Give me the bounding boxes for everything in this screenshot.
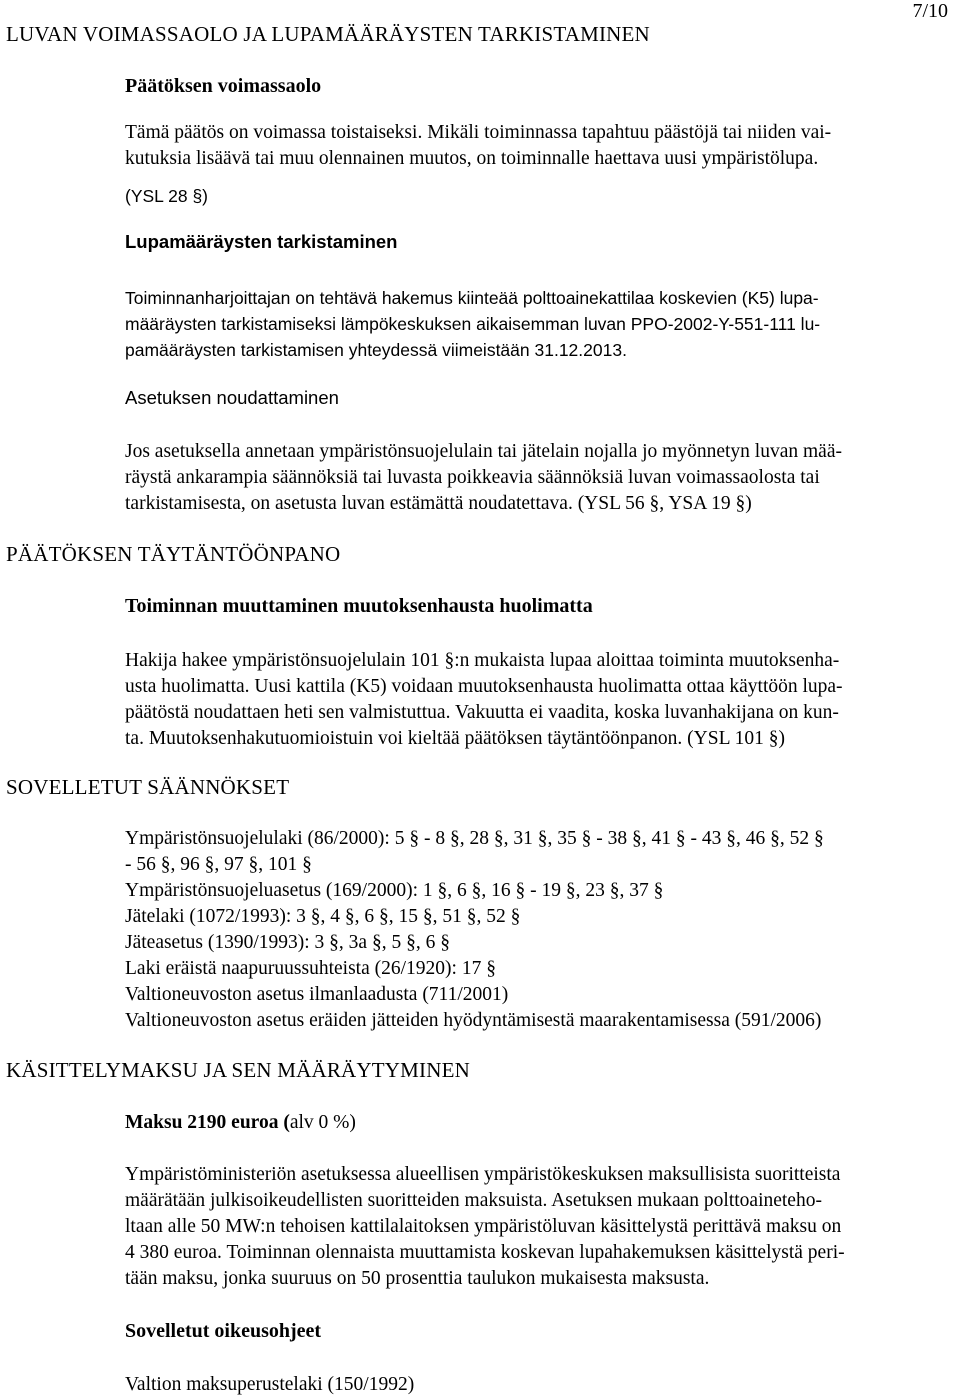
section-title-validity: LUVAN VOIMASSAOLO JA LUPAMÄÄRÄYSTEN TARKISTAMINEN [6,22,650,46]
paragraph-line: kutuksia lisäävä tai muu olennainen muutos, on toiminnalle haettava uusi ympäristölupa. [125,148,819,169]
paragraph-line: määrätään julkisoikeudellisten suoritteiden maksuista. Asetuksen mukaan polttoaineteho- [125,1190,822,1211]
regulation-line: - 56 §, 96 §, 97 §, 101 § [125,854,312,875]
paragraph-line: usta huolimatta. Uusi kattila (K5) voidaan muutoksenhausta huolimatta ottaa käyttöön lupa- [125,676,843,697]
fee-amount [125,1110,356,1136]
page-number: 7/10 [912,0,948,22]
regulation-line: Valtioneuvoston asetus ilmanlaadusta (711/2001) [125,984,509,1005]
paragraph-line: tään maksu, jonka suuruus on 50 prosenttia taulukon mukaisesta maksusta. [125,1268,710,1289]
legal-guidance-line: Valtion maksuperustelaki (150/1992) [125,1374,415,1395]
paragraph-line: 4 380 euroa. Toiminnan olennaista muuttamista koskevan lupahakemuksen käsittelystä peri- [125,1242,845,1263]
regulation-line: Jäteasetus (1390/1993): 3 §, 3a §, 5 §, 6 § [125,932,450,953]
regulation-line: Jätelaki (1072/1993): 3 §, 4 §, 6 §, 15 §, 51 §, 52 § [125,906,521,927]
paragraph-line: ltaan alle 50 MW:n tehoisen kattilalaitoksen ympäristöluvan käsittelystä perittävä maksu on [125,1216,842,1237]
paragraph-line: määräysten tarkistamiseksi lämpökeskuksen aikaisemman luvan PPO-2002-Y-551-111 lu- [125,314,821,334]
section-title-fee: KÄSITTELYMAKSU JA SEN MÄÄRÄYTYMINEN [6,1058,470,1082]
paragraph-line: pamääräysten tarkistamisen yhteydessä viimeistään 31.12.2013. [125,340,627,360]
paragraph-line: päätöstä noudattaen heti sen valmistuttua. Vakuutta ei vaadita, koska luvanhakijana on kun- [125,702,839,723]
fee-amount-bold: Maksu 2190 euroa ( [125,1112,290,1133]
paragraph-line: tarkistamisesta, on asetusta luvan estämättä noudatettava. (YSL 56 §, YSA 19 §) [125,493,752,514]
section-title-applied: SOVELLETUT SÄÄNNÖKSET [6,775,290,799]
paragraph-line: räystä ankarampia säännöksiä tai luvasta poikkeavia säännöksiä luvan voimassaolosta tai [125,467,820,488]
heading-regulation-compliance: Asetuksen noudattaminen [125,387,339,408]
paragraph-line: Hakija hakee ympäristönsuojelulain 101 §:n mukaista lupaa aloittaa toiminta muutoksenha- [125,650,840,671]
paragraph-line: (YSL 28 §) [125,186,209,206]
heading-permit-review: Lupamääräysten tarkistaminen [125,231,398,252]
paragraph-line: Jos asetuksella annetaan ympäristönsuojelulain tai jätelain nojalla jo myönnetyn luvan mää- [125,441,842,462]
fee-amount-vat: alv 0 %) [289,1112,356,1133]
regulation-line: Ympäristönsuojelulaki (86/2000): 5 § - 8 §, 28 §, 31 §, 35 § - 38 §, 41 § - 43 §, 46 §, 52 § [125,828,824,849]
paragraph-line: Toiminnanharjoittajan on tehtävä hakemus kiinteää polttoainekattilaa koskevien (K5) lupa- [125,288,819,308]
regulation-line: Ympäristönsuojeluasetus (169/2000): 1 §, 6 §, 16 § - 19 §, 23 §, 37 § [125,880,664,901]
section-title-enforcement: PÄÄTÖKSEN TÄYTÄNTÖÖNPANO [6,542,341,566]
regulation-line: Laki eräistä naapuruussuhteista (26/1920): 17 § [125,958,496,979]
paragraph-line: Tämä päätös on voimassa toistaiseksi. Mikäli toiminnassa tapahtuu päästöjä tai niiden vai- [125,122,832,143]
paragraph-line: ta. Muutoksenhakutuomioistuin voi kieltää päätöksen täytäntöönpanon. (YSL 101 §) [125,728,786,749]
heading-enforcement: Toiminnan muuttaminen muutoksenhausta huolimatta [125,595,593,617]
paragraph-line: Ympäristöministeriön asetuksessa alueellisen ympäristökeskuksen maksullisista suoritteista [125,1164,841,1185]
regulation-line: Valtioneuvoston asetus eräiden jätteiden hyödyntämisestä maarakentamisessa (591/2006) [125,1010,822,1031]
heading-decision-validity: Päätöksen voimassaolo [125,75,322,97]
heading-legal-guidance: Sovelletut oikeusohjeet [125,1320,322,1342]
